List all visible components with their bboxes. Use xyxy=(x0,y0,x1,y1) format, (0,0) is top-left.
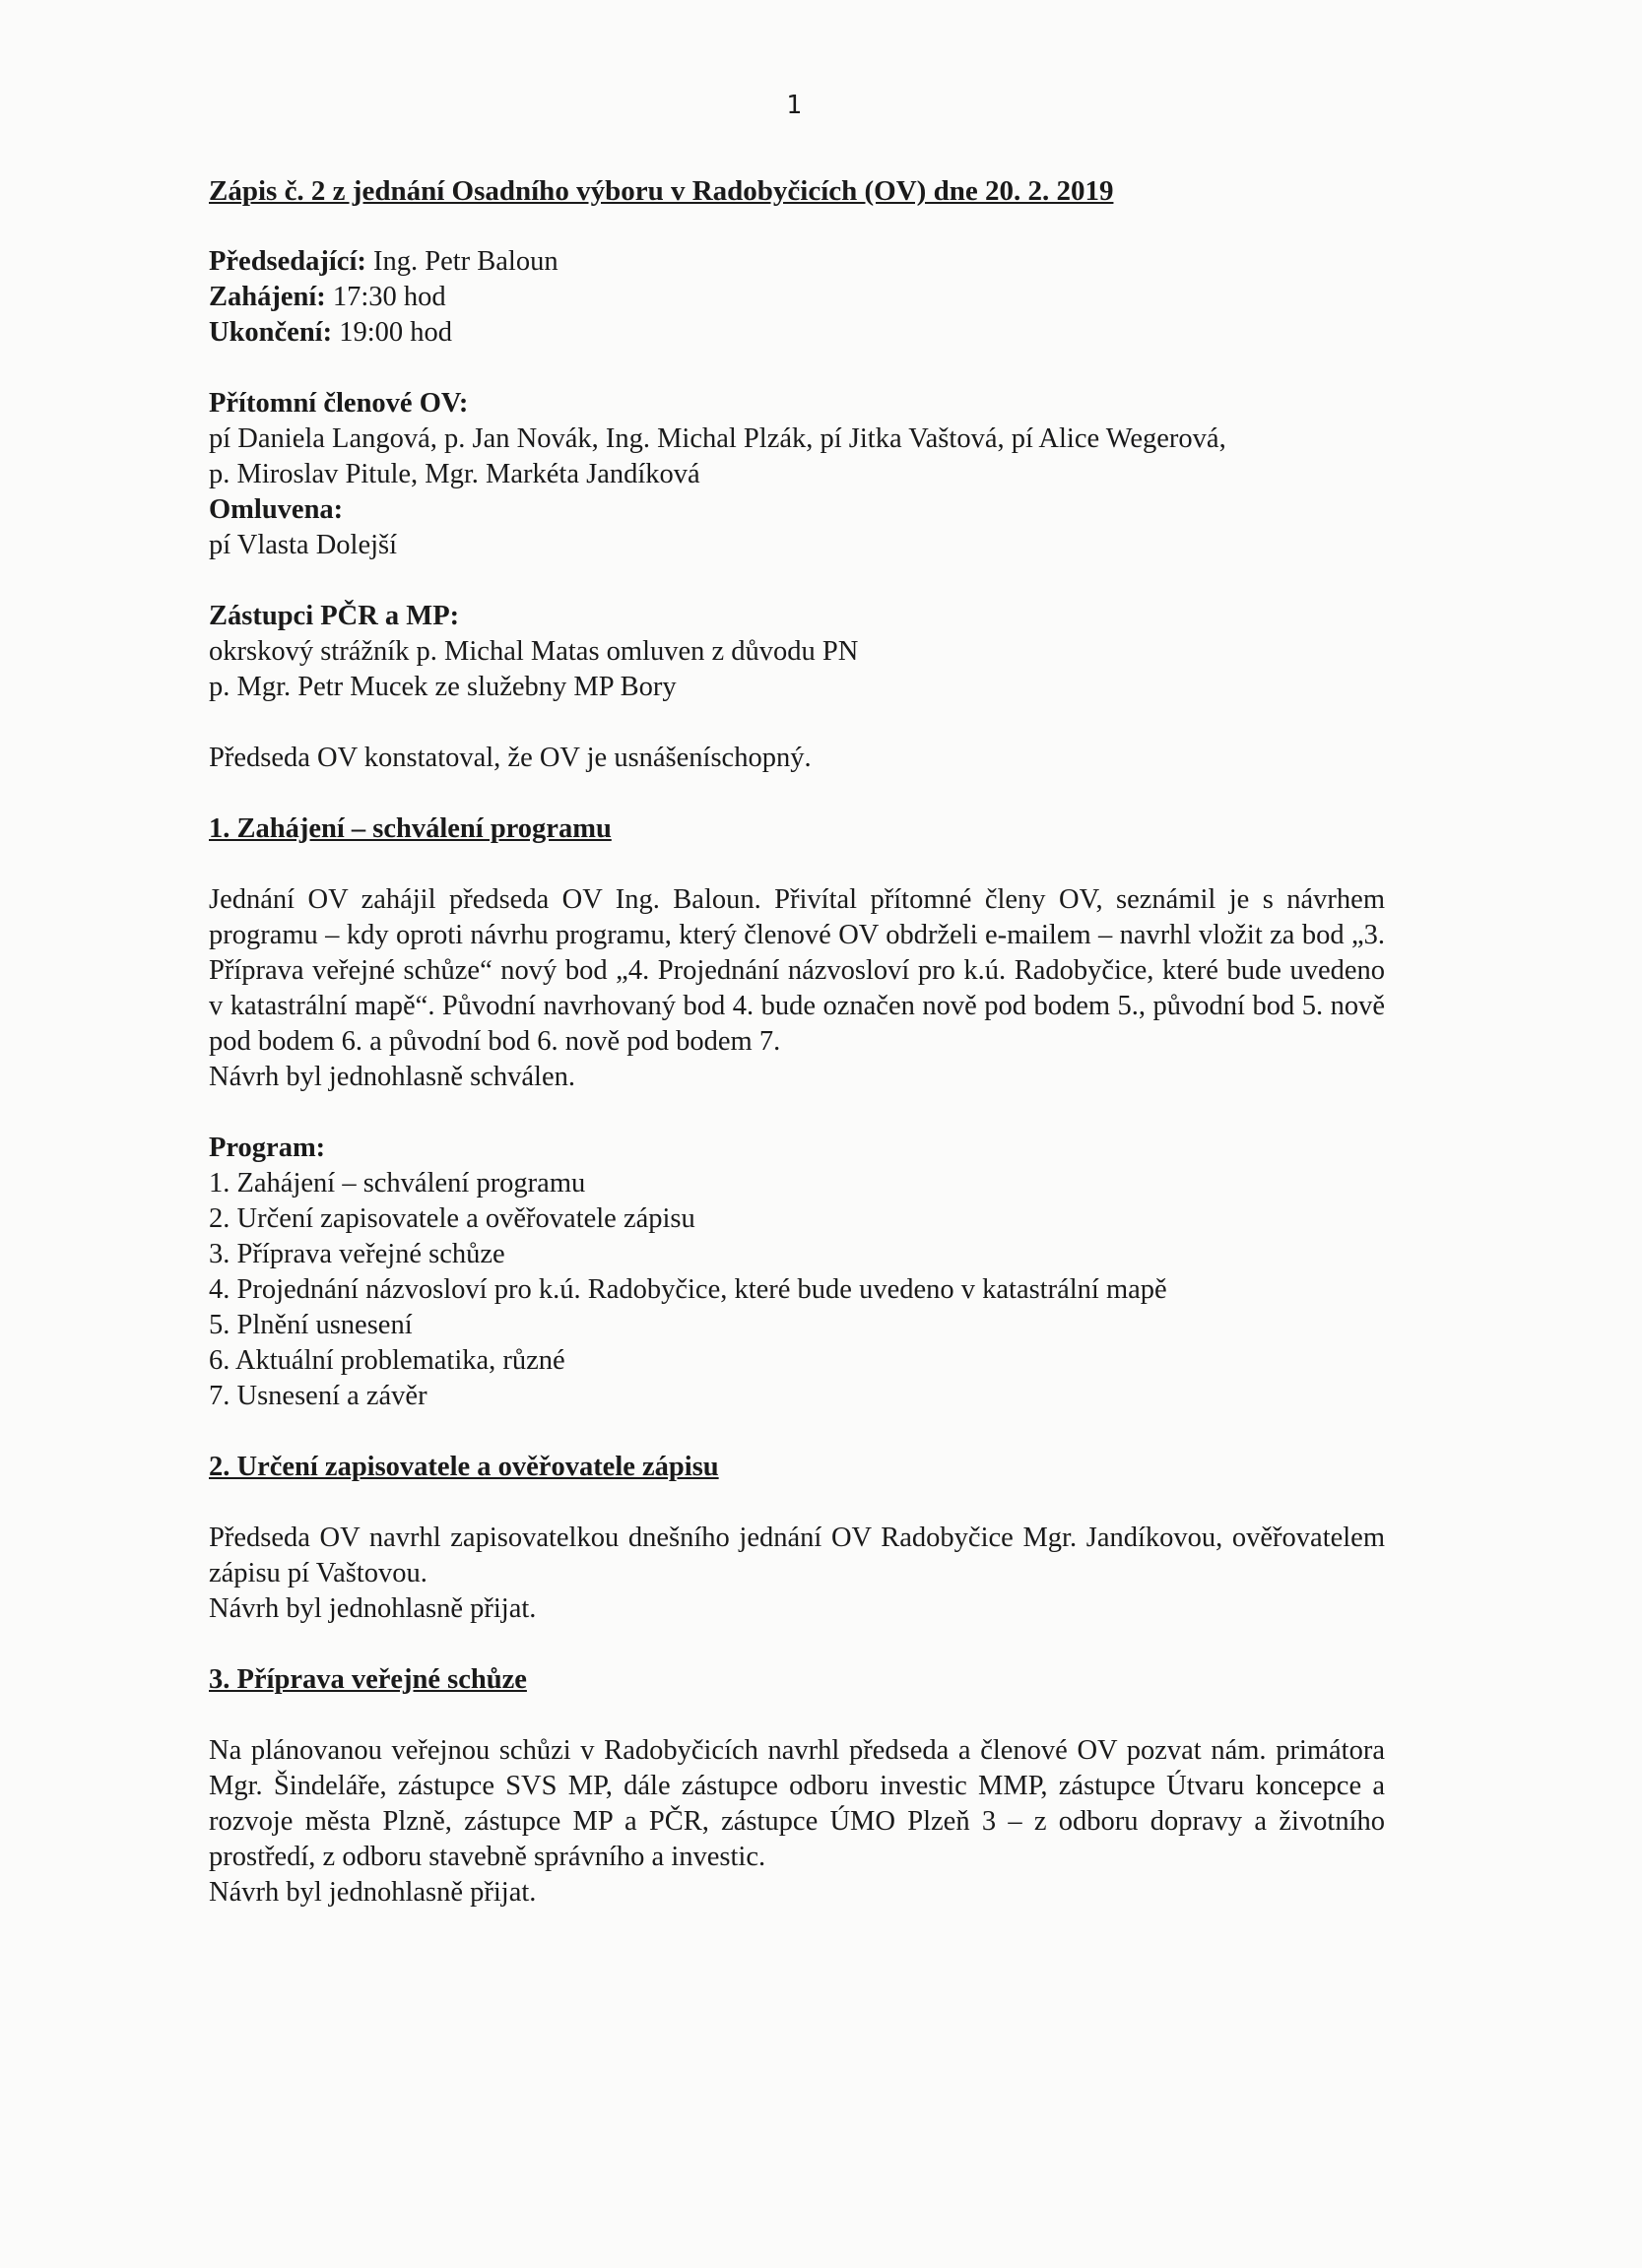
end-value: 19:00 hod xyxy=(339,317,453,348)
end-line xyxy=(209,315,1385,351)
program-item: 3. Příprava veřejné schůze xyxy=(209,1239,505,1269)
present-label: Přítomní členové OV: xyxy=(209,388,469,419)
section-2-heading: 2. Určení zapisovatele a ověřovatele zápisu xyxy=(209,1452,719,1482)
section-1-result: Návrh byl jednohlasně schválen. xyxy=(209,1062,575,1092)
start-line xyxy=(209,280,1385,315)
police-line-1: okrskový strážník p. Michal Matas omluven z důvodu PN xyxy=(209,636,859,667)
section-2-result: Návrh byl jednohlasně přijat. xyxy=(209,1593,537,1624)
chair-label: Předsedající: xyxy=(209,246,366,277)
program-item: 6. Aktuální problematika, různé xyxy=(209,1345,565,1376)
chair-line xyxy=(209,244,1385,280)
police-line-2: p. Mgr. Petr Mucek ze služebny MP Bory xyxy=(209,672,677,702)
chair-value: Ing. Petr Baloun xyxy=(373,246,558,277)
document-title: Zápis č. 2 z jednání Osadního výboru v Radobyčicích (OV) dne 20. 2. 2019 xyxy=(209,175,1114,207)
end-label: Ukončení: xyxy=(209,317,333,348)
section-1-text: Jednání OV zahájil předseda OV Ing. Baloun. Přivítal přítomné členy OV, seznámil je s návrhem programu – kdy oproti návrhu programu, který členové OV obdrželi e-mailem – navrhl vložit za bod „3. Příprava veřejné schůze“ nový bod „4. Projednání názvosloví pro k.ú. Radobyčice, které bude uvedeno v katastrální mapě“. Původní navrhovaný bod 4. bude označen nově pod bodem 5., původní bod 5. nově pod bodem 6. a původní bod 6. nově pod bodem 7. xyxy=(209,884,1385,1057)
document-body xyxy=(209,173,1385,1911)
page-number: 1 xyxy=(786,91,802,120)
section-2-text: Předseda OV navrhl zapisovatelkou dnešního jednání OV Radobyčice Mgr. Jandíkovou, ověřovatelem zápisu pí Vaštovou. xyxy=(209,1523,1385,1588)
program-label: Program: xyxy=(209,1133,326,1163)
excused-label: Omluvena: xyxy=(209,494,344,525)
quorum-statement: Předseda OV konstatoval, že OV je usnášeníschopný. xyxy=(209,743,812,773)
program-item: 2. Určení zapisovatele a ověřovatele zápisu xyxy=(209,1203,695,1234)
excused-value: pí Vlasta Dolejší xyxy=(209,530,398,560)
program-item: 1. Zahájení – schválení programu xyxy=(209,1168,586,1199)
program-item: 7. Usnesení a závěr xyxy=(209,1381,427,1411)
program-item: 4. Projednání názvosloví pro k.ú. Radobyčice, které bude uvedeno v katastrální mapě xyxy=(209,1274,1167,1305)
section-3-text: Na plánovanou veřejnou schůzi v Radobyčicích navrhl předseda a členové OV pozvat nám. primátora Mgr. Šindeláře, zástupce SVS MP, dále zástupce odboru investic MMP, zástupce Útvaru koncepce a rozvoje města Plzně, zástupce MP a PČR, zástupce ÚMO Plzeň 3 – z odboru dopravy a životního prostředí, z odboru stavebně správního a investic. xyxy=(209,1735,1385,1872)
start-label: Zahájení: xyxy=(209,282,326,312)
program-list xyxy=(209,1166,1385,1414)
present-line-1: pí Daniela Langová, p. Jan Novák, Ing. Michal Plzák, pí Jitka Vaštová, pí Alice Wegerová, xyxy=(209,423,1226,454)
police-label: Zástupci PČR a MP: xyxy=(209,601,460,631)
present-line-2: p. Miroslav Pitule, Mgr. Markéta Jandíková xyxy=(209,459,700,489)
section-3-result: Návrh byl jednohlasně přijat. xyxy=(209,1877,537,1908)
section-3-heading: 3. Příprava veřejné schůze xyxy=(209,1664,527,1695)
section-1-heading: 1. Zahájení – schválení programu xyxy=(209,813,612,844)
start-value: 17:30 hod xyxy=(332,282,446,312)
program-item: 5. Plnění usnesení xyxy=(209,1310,413,1340)
